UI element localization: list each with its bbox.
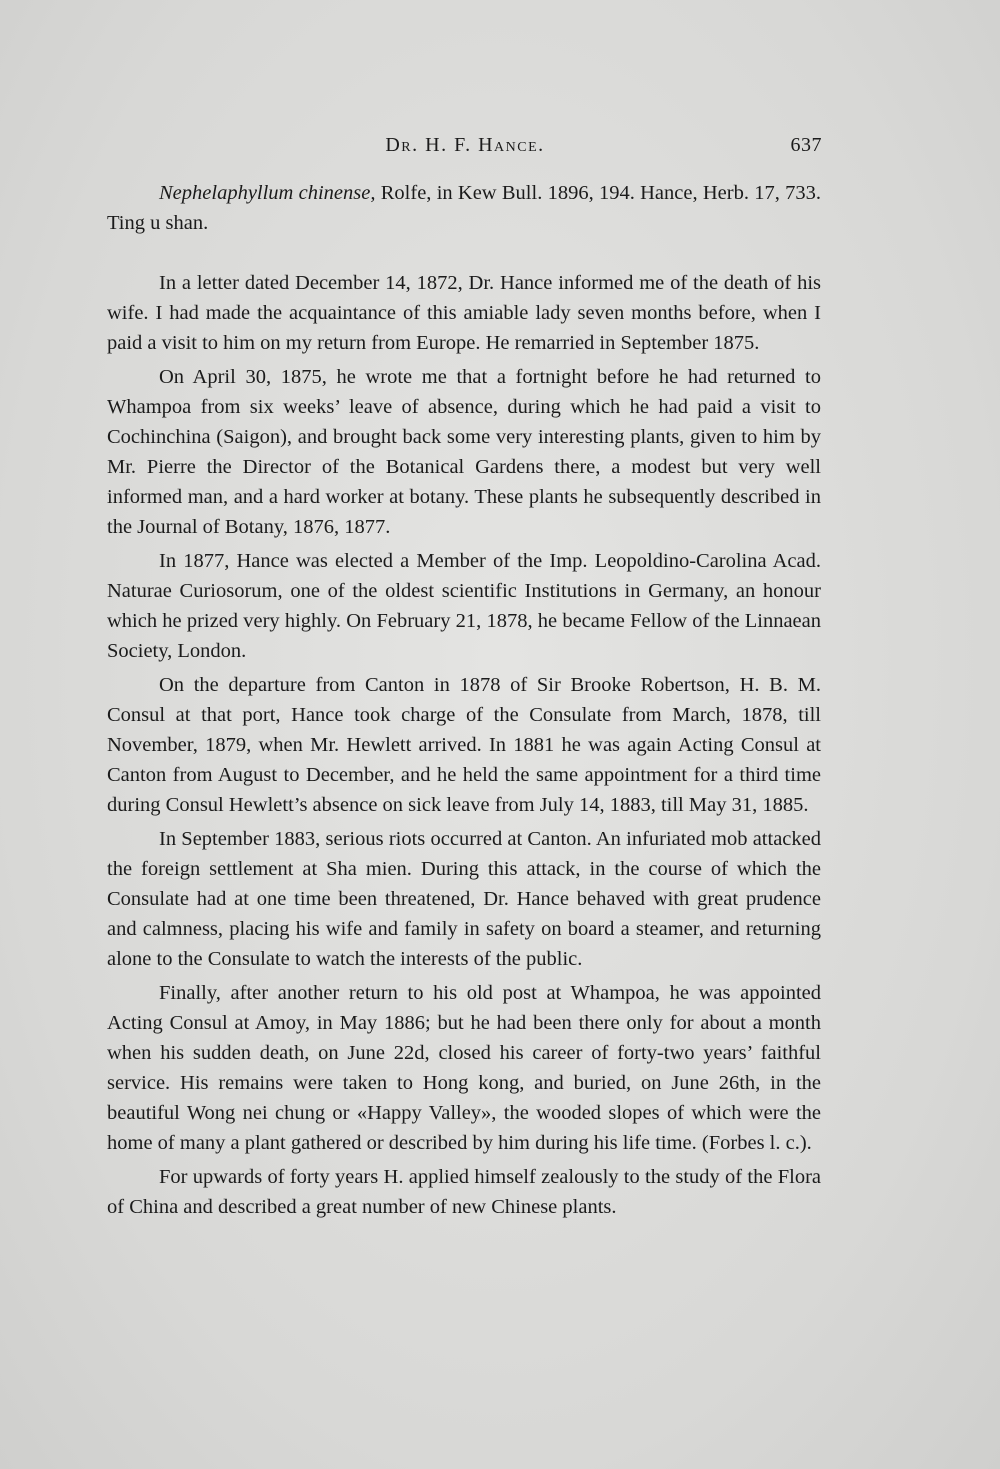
paragraph: On April 30, 1875, he wrote me that a fortnight before he had returned to Whampoa from six weeks’ leave of absence, during which he had paid a visit to Cochinchina (Saigon), and brought back some very interesting plants, given to him by Mr. Pierre the Director of the Botanical Gardens there, a modest but very well informed man, and a hard worker at botany. These plants he subsequently described in the Journal of Botany, 1876, 1877. — [107, 366, 821, 538]
species-citation: Rolfe, in Kew Bull. 1896, 194. Hance, Herb. 17, 733. Ting u shan. — [107, 182, 821, 234]
paragraph: Finally, after another return to his old post at Whampoa, he was appointed Acting Consul at Amoy, in May 1886; but he had been there only for about a month when his sudden death, on June 22d, closed his career of forty-two years’ faithful service. His remains were taken to Hong kong, and buried, on June 26th, in the beautiful Wong nei chung or «Happy Valley», the wooded slopes of which were the home of many a plant gathered or described by him during his life time. (Forbes l. c.). — [107, 982, 821, 1154]
species-name: Nephelaphyllum chinense, — [159, 182, 376, 204]
species-entry — [107, 178, 821, 238]
paragraph: In 1877, Hance was elected a Member of the Imp. Leopoldino-Carolina Acad. Naturae Curiosorum, one of the oldest scientific Institutions in Germany, an honour which he prized very highly. On February 21, 1878, he became Fellow of the Linnaean Society, London. — [107, 550, 821, 662]
body-text — [107, 178, 821, 1222]
paragraph: In a letter dated December 14, 1872, Dr. Hance informed me of the death of his wife. I had made the acquaintance of this amiable lady seven months before, when I paid a visit to him on my return from Europe. He remarried in September 1875. — [107, 272, 821, 354]
paragraph: In September 1883, serious riots occurred at Canton. An infuriated mob attacked the foreign settlement at Sha mien. During this attack, in the course of which the Consulate had at one time been threatened, Dr. Hance behaved with great prudence and calmness, placing his wife and family in safety on board a steamer, and returning alone to the Consulate to watch the interests of the public. — [107, 828, 821, 970]
paragraph: For upwards of forty years H. applied himself zealously to the study of the Flora of China and described a great number of new Chinese plants. — [107, 1166, 821, 1218]
running-head — [108, 134, 822, 160]
running-title: Dr. H. F. Hance. — [385, 134, 545, 156]
paragraph: On the departure from Canton in 1878 of Sir Brooke Robertson, H. B. M. Consul at that port, Hance took charge of the Consulate from March, 1878, till November, 1879, when Mr. Hewlett arrived. In 1881 he was again Acting Consul at Canton from August to December, and he held the same appointment for a third time during Consul Hewlett’s absence on sick leave from July 14, 1883, till May 31, 1885. — [107, 674, 821, 816]
page-number: 637 — [790, 134, 822, 156]
